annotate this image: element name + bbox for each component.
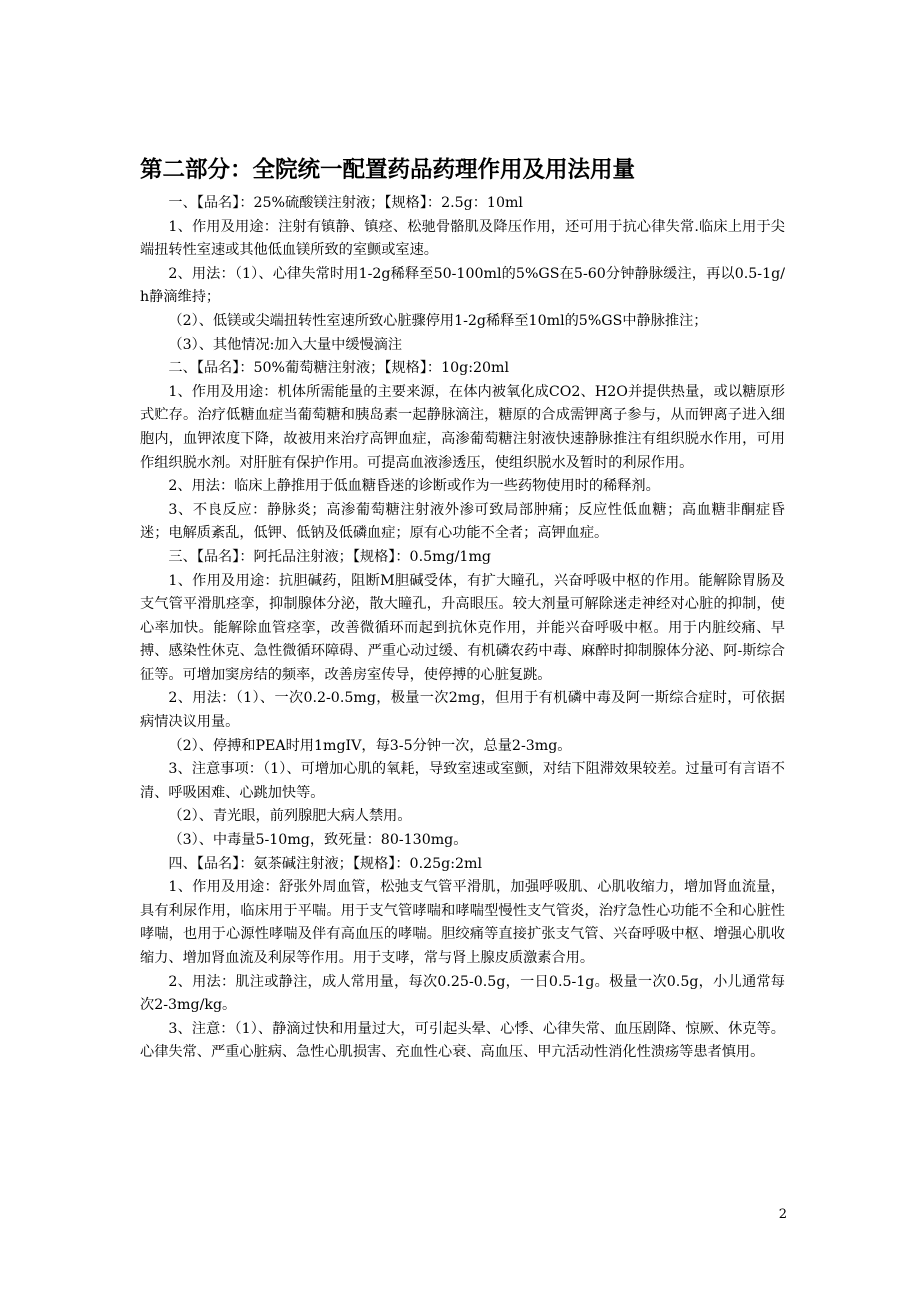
paragraph-magnesium-dosage-2: （2）、低镁或尖端扭转性室速所致心脏骤停用1-2g稀释至10ml的5%GS中静脉推注； [168, 312, 708, 329]
paragraph-glucose-adverse: 3、不良反应：静脉炎；高渗葡萄糖注射液外渗可致局部肿痛；反应性低血糖；高血糖非酮症昏迷；电解质紊乱，低钾、低钠及低磷血症；原有心功能不全者；高钾血症。 [140, 501, 785, 542]
paragraph-atropine-notes-2: （2）、青光眼，前列腺肥大病人禁用。 [168, 808, 412, 825]
paragraph-atropine-heading: 三、【品名】：阿托品注射液；【规格】：0.5mg/1mg [168, 548, 491, 565]
paragraph-glucose-heading: 二、【品名】：50%葡萄糖注射液；【规格】：10g:20ml [168, 360, 510, 377]
paragraph-atropine-dosage: 2、用法：（1）、一次0.2-0.5mg，极量一次2mg，但用于有机磷中毒及阿一斯综合症时，可依据病情决议用量。 [140, 690, 785, 731]
paragraph-magnesium-dosage: 2、用法：（1）、心律失常时用1-2g稀释至50-100ml的5%GS在5-60分钟静脉缓注，再以0.5-1g/h静滴维持； [140, 265, 785, 306]
paragraph-magnesium-usage: 1、作用及用途：注射有镇静、镇痉、松驰骨骼肌及降压作用，还可用于抗心律失常.临床上用于尖端扭转性室速或其他低血镁所致的室颤或室速。 [140, 218, 785, 259]
paragraph-atropine-notes-3: （3）、中毒量5-10mg，致死量：80-130mg。 [168, 832, 468, 849]
page-number: 2 [778, 1207, 787, 1222]
paragraph-atropine-usage: 1、作用及用途：抗胆碱药，阻断M胆碱受体，有扩大瞳孔，兴奋呼吸中枢的作用。能解除胃肠及支气管平滑肌痉挛，抑制腺体分泌，散大瞳孔，升高眼压。较大剂量可解除迷走神经对心脏的抑制，使心率加快。能解除血管痉挛，改善微循环而起到抗休克作用，并能兴奋呼吸中枢。用于内脏绞痛、早搏、感染性休克、急性微循环障碍、严重心动过缓、有机磷农药中毒、麻醉时抑制腺体分泌、阿-斯综合征等。可增加窦房结的频率，改善房室传导，使停搏的心脏复跳。 [140, 572, 785, 683]
paragraph-aminophylline-dosage: 2、用法：肌注或静注，成人常用量，每次0.25-0.5g，一日0.5-1g。极量一次0.5g，小儿通常每次2-3mg/kg。 [140, 973, 785, 1014]
paragraph-atropine-dosage-2: （2）、停搏和PEA时用1mgIV，每3-5分钟一次，总量2-3mg。 [168, 737, 572, 754]
paragraph-magnesium-heading: 一、【品名】：25%硫酸镁注射液；【规格】：2.5g：10ml [168, 195, 523, 211]
paragraph-atropine-notes: 3、注意事项：（1）、可增加心肌的氧耗，导致室速或室颤，对结下阻滞效果较差。过量可有言语不清、呼吸困难、心跳加快等。 [140, 761, 785, 801]
page-title: 第二部分：全院统一配置药品药理作用及用法用量 [140, 157, 636, 183]
paragraph-aminophylline-usage: 1、作用及用途：舒张外周血管，松弛支气管平滑肌，加强呼吸肌、心肌收缩力，增加肾血流量，具有利尿作用，临床用于平喘。用于支气管哮喘和哮喘型慢性支气管炎，治疗急性心功能不全和心脏性哮喘，也用于心源性哮喘及伴有高血压的哮喘。胆绞痛等直接扩张支气管、兴奋呼吸中枢、增强心肌收缩力、增加肾血流及利尿等作用。用于支哮，常与肾上腺皮质激素合用。 [140, 879, 785, 966]
paragraph-glucose-dosage: 2、用法：临床上静推用于低血糖昏迷的诊断或作为一些药物使用时的稀释剂。 [168, 478, 660, 495]
paragraph-glucose-usage: 1、作用及用途：机体所需能量的主要来源，在体内被氧化成CO2、H2O并提供热量，或以糖原形式贮存。治疗低糖血症当葡萄糖和胰岛素一起静脉滴注，糖原的合成需钾离子参与，从而钾离子进入细胞内，血钾浓度下降，故被用来治疗高钾血症，高渗葡萄糖注射液快速静脉推注有组织脱水作用，可用作组织脱水剂。对肝脏有保护作用。可提高血液渗透压，使组织脱水及暂时的利尿作用。 [140, 383, 785, 471]
paragraph-magnesium-dosage-3: （3）、其他情况:加入大量中缓慢滴注 [168, 336, 403, 353]
paragraph-aminophylline-heading: 四、【品名】：氨茶碱注射液；【规格】：0.25g:2ml [168, 855, 483, 872]
page-content [140, 150, 785, 1065]
paragraph-aminophylline-notes: 3、注意：（1）、静滴过快和用量过大，可引起头晕、心悸、心律失常、血压剧降、惊厥、休克等。心律失常、严重心脏病、急性心肌损害、充血性心衰、高血压、甲亢活动性消化性溃疡等患者慎用。 [140, 1020, 785, 1061]
